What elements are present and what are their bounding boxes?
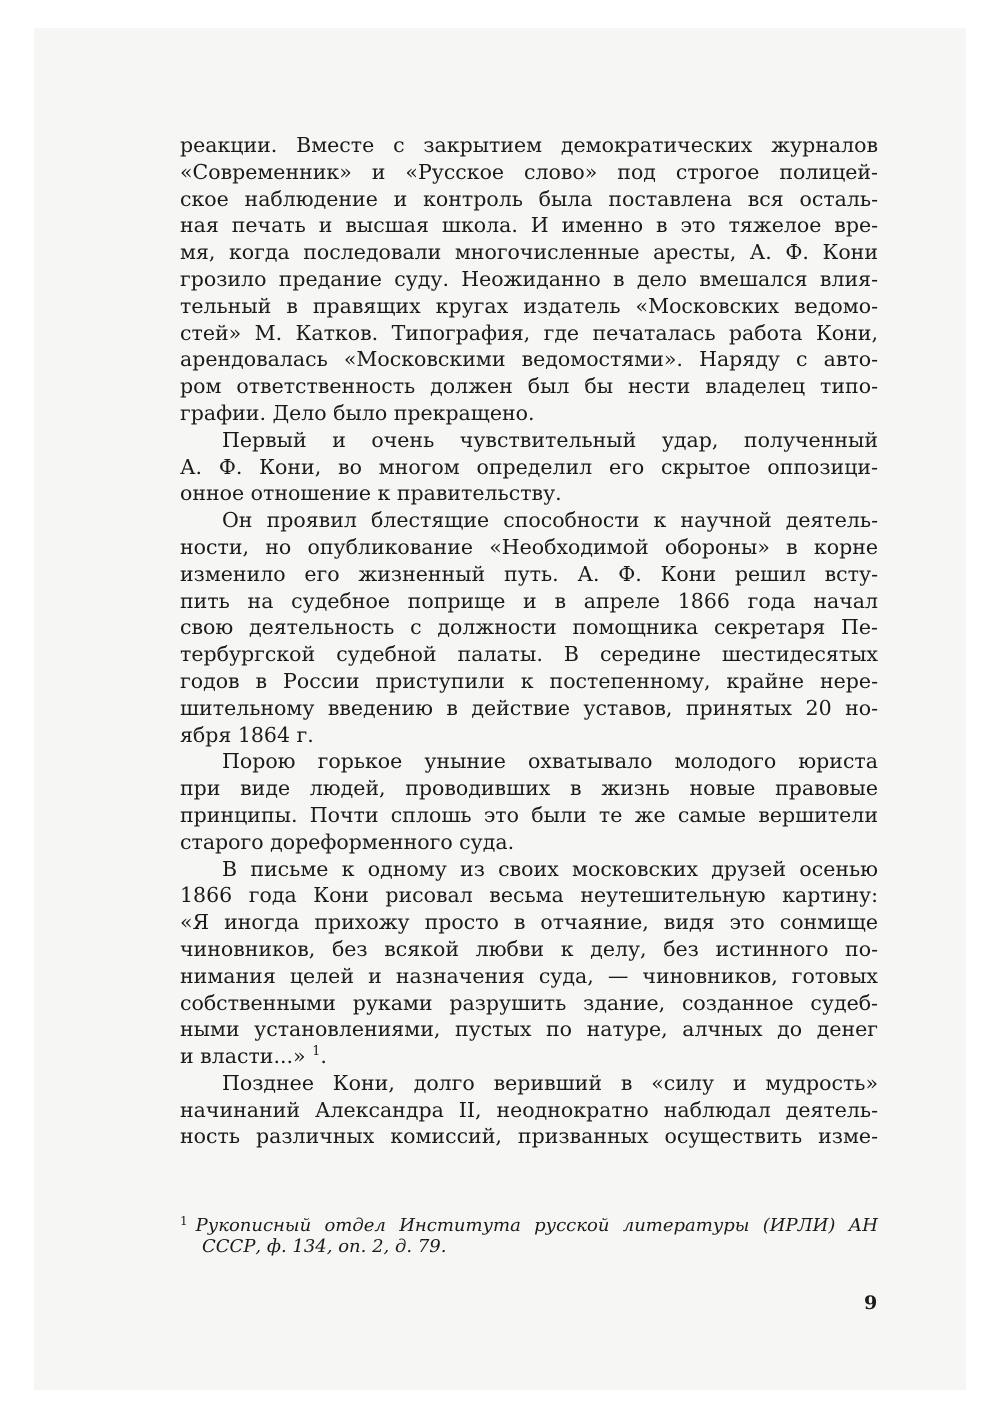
text-line [180, 1043, 878, 1070]
text-line: «Я иногда прихожу просто в отчаяние, видя это сонмище [180, 910, 878, 935]
text-line: 1866 года Кони рисовал весьма неутешительную картину: [180, 883, 878, 908]
text-line: мя, когда последовали многочисленные аресты, А. Ф. Кони [180, 240, 878, 265]
text-line: А. Ф. Кони, во многом определил его скрытое оппозици- [180, 454, 878, 479]
footnote [180, 1208, 878, 1260]
text-line: Порою горькое уныние охватывало молодого юриста [222, 749, 878, 774]
text-line: начинаний Александра II, неоднократно наблюдал деятель- [180, 1097, 878, 1122]
text-line: шительному введению в действие уставов, принятых 20 но- [180, 695, 878, 720]
text-line: годов в России приступили к постепенному, крайне нере- [180, 668, 878, 693]
text-line: тельный в правящих кругах издатель «Московских ведомо- [180, 293, 878, 318]
text-line: ность различных комиссий, призванных осуществить изме- [180, 1124, 878, 1149]
text-line: Он проявил блестящие способности к научной деятель- [222, 508, 878, 533]
page-number: 9 [864, 1292, 878, 1314]
text-line: ная печать и высшая школа. И именно в это тяжелое вре- [180, 213, 878, 238]
text-line: ское наблюдение и контроль была поставлена вся осталь- [180, 186, 878, 211]
footnote-text: Рукописный отдел Института русской литературы (ИРЛИ) АН [195, 1215, 878, 1236]
footnote-line [180, 1208, 878, 1234]
text-line: реакции. Вместе с закрытием демократических журналов [180, 133, 878, 157]
text-line: чиновников, без всякой любви к делу, без истинного по- [180, 936, 878, 961]
text-line: Позднее Кони, долго веривший в «силу и мудрость» [222, 1070, 878, 1095]
sentence-period: . [320, 1044, 327, 1069]
text-line: стей» М. Катков. Типография, где печаталась работа Кони, [180, 320, 878, 345]
text-line: старого дореформенного суда. [180, 829, 515, 854]
text-line: ября 1864 г. [180, 722, 314, 747]
quote-end-text: и власти...» [180, 1044, 306, 1069]
body-text [180, 132, 878, 1150]
text-line: ром ответственность должен был бы нести владелец типо- [180, 374, 878, 399]
text-line: графии. Дело было прекращено. [180, 400, 535, 425]
text-line: ности, но опубликование «Необходимой обороны» в корне [180, 534, 878, 559]
text-line: изменило его жизненный путь. А. Ф. Кони решил всту- [180, 561, 878, 586]
text-line: онное отношение к правительству. [180, 481, 562, 506]
text-line: В письме к одному из своих московских друзей осенью [222, 856, 878, 881]
text-line: арендовалась «Московскими ведомостями». Наряду с авто- [180, 347, 878, 372]
text-line: «Современник» и «Русское слово» под строгое полицей- [180, 159, 878, 184]
text-line: принципы. Почти сплошь это были те же самые вершители [180, 802, 878, 827]
text-line: Первый и очень чувствительный удар, полученный [222, 427, 878, 452]
text-line: нимания целей и назначения суда, — чиновников, готовых [180, 963, 878, 988]
text-line: при виде людей, проводивших в жизнь новые правовые [180, 776, 878, 801]
text-line: тербургской судебной палаты. В середине шестидесятых [180, 642, 878, 667]
text-line: свою деятельность с должности помощника секретаря Пе- [180, 615, 878, 640]
footnote-line: СССР, ф. 134, оп. 2, д. 79. [202, 1236, 447, 1257]
footnote-reference: 1 [312, 1044, 321, 1060]
footnote-mark: 1 [180, 1214, 188, 1228]
text-line: ными установлениями, пустых по натуре, алчных до денег [180, 1017, 878, 1042]
text-line: грозило предание суду. Неожиданно в дело вмешался влия- [180, 266, 878, 291]
text-line: пить на судебное поприще и в апреле 1866 года начал [180, 588, 878, 613]
text-line: собственными руками разрушить здание, созданное судеб- [180, 990, 878, 1015]
